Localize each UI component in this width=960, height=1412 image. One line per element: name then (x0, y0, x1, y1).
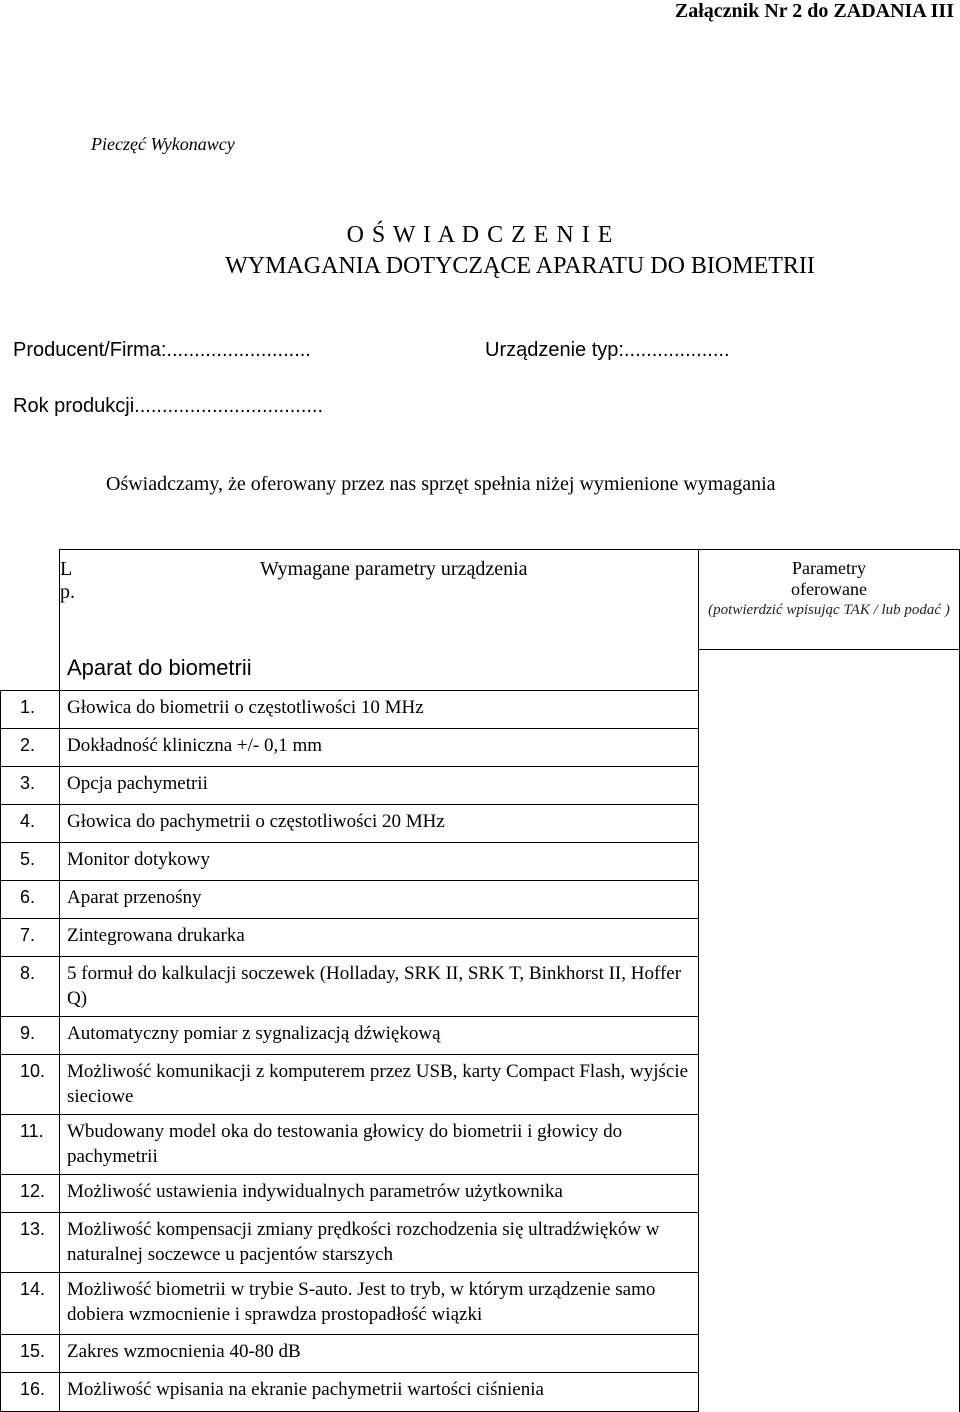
row-divider (0, 1372, 699, 1373)
row-divider (0, 918, 699, 919)
row-divider (0, 842, 699, 843)
section-heading: Aparat do biometrii (67, 655, 252, 680)
column-header-lp-line1: L (60, 558, 73, 580)
row-divider (0, 956, 699, 957)
row-offered-cell[interactable] (699, 691, 958, 728)
row-number: 5. (20, 849, 36, 869)
row-number: 1. (20, 697, 36, 717)
row-requirement: Możliwość kompensacji zmiany prędkości rozchodzenia się ultradźwięków w naturalnej soczewce u pacjentów starszych (67, 1219, 660, 1265)
row-offered-cell[interactable] (699, 1017, 958, 1054)
row-requirement: Możliwość wpisania na ekranie pachymetrii wartości ciśnienia (67, 1379, 544, 1400)
row-requirement: Możliwość ustawienia indywidualnych parametrów użytkownika (67, 1181, 563, 1202)
row-offered-cell[interactable] (699, 767, 958, 804)
row-offered-cell[interactable] (699, 1055, 958, 1114)
row-offered-cell[interactable] (699, 1373, 958, 1412)
column-header-offered (698, 558, 960, 620)
document-subtitle: WYMAGANIA DOTYCZĄCE APARATU DO BIOMETRII (225, 253, 815, 279)
column-header-required: Wymagane parametry urządzenia (260, 558, 528, 580)
row-number: 15. (20, 1341, 46, 1361)
row-divider (0, 1114, 699, 1115)
row-divider (0, 1272, 699, 1273)
row-divider (0, 880, 699, 881)
row-requirement: Aparat przenośny (67, 887, 202, 908)
row-number: 3. (20, 773, 36, 793)
row-number: 7. (20, 925, 36, 945)
row-offered-cell[interactable] (699, 919, 958, 956)
row-number: 13. (20, 1219, 46, 1239)
row-number: 10. (20, 1061, 46, 1081)
row-requirement: 5 formuł do kalkulacji soczewek (Holladay, SRK II, SRK T, Binkhorst II, Hoffer Q) (67, 963, 682, 1009)
row-requirement: Możliwość komunikacji z komputerem przez USB, karty Compact Flash, wyjście sieciowe (67, 1061, 689, 1107)
row-divider (0, 766, 699, 767)
producer-field[interactable]: Producent/Firma:.......................... (13, 339, 311, 361)
row-requirement: Głowica do biometrii o częstotliwości 10 MHz (67, 697, 424, 718)
header-offered-bottom (698, 649, 960, 650)
row-requirement: Zakres wzmocnienia 40-80 dB (67, 1341, 301, 1362)
row-requirement: Automatyczny pomiar z sygnalizacją dźwiękową (67, 1023, 441, 1044)
column-header-offered-line1: Parametry (792, 558, 866, 578)
statement-text: Oświadczamy, że oferowany przez nas sprzęt spełnia niżej wymienione wymagania (106, 473, 776, 495)
row-offered-cell[interactable] (699, 843, 958, 880)
row-divider (0, 1054, 699, 1055)
row-requirement: Wbudowany model oka do testowania głowicy do biometrii i głowicy do pachymetrii (67, 1121, 623, 1167)
row-requirement: Opcja pachymetrii (67, 773, 208, 794)
row-divider (0, 728, 699, 729)
row-number: 8. (20, 963, 36, 983)
document-title: O Ś W I A D C Z E N I E (346, 222, 614, 248)
attachment-header: Załącznik Nr 2 do ZADANIA III (674, 0, 954, 22)
column-header-offered-note: (potwierdzić wpisując TAK / lub podać ) (708, 602, 950, 618)
row-requirement: Zintegrowana drukarka (67, 925, 245, 946)
row-number: 2. (20, 735, 36, 755)
row-offered-cell[interactable] (699, 1115, 958, 1174)
row-divider (0, 1212, 699, 1213)
row-number: 12. (20, 1181, 46, 1201)
column-header-lp (60, 558, 75, 604)
row-offered-cell[interactable] (699, 805, 958, 842)
row-divider (0, 1334, 699, 1335)
production-year-field[interactable]: Rok produkcji.................................. (13, 395, 324, 417)
row-divider (0, 1174, 699, 1175)
row-number: 14. (20, 1279, 46, 1299)
row-requirement: Monitor dotykowy (67, 849, 211, 870)
row-divider (0, 804, 699, 805)
column-divider-lp (59, 549, 60, 1412)
row-number: 16. (20, 1379, 46, 1399)
column-header-lp-line2: p. (60, 581, 75, 603)
row-offered-cell[interactable] (699, 881, 958, 918)
row-requirement: Dokładność kliniczna +/- 0,1 mm (67, 735, 323, 756)
row-number: 11. (20, 1121, 44, 1141)
row-offered-cell[interactable] (699, 1273, 958, 1334)
row-number: 4. (20, 811, 36, 831)
row-offered-cell[interactable] (699, 1335, 958, 1372)
column-header-offered-line2: oferowane (791, 579, 867, 599)
row-requirement: Głowica do pachymetrii o częstotliwości 20 MHz (67, 811, 445, 832)
row-offered-cell[interactable] (699, 1175, 958, 1212)
contractor-stamp-label: Pieczęć Wykonawcy (91, 134, 235, 154)
row-number: 6. (20, 887, 36, 907)
table-top-border (59, 549, 960, 550)
row-offered-cell[interactable] (699, 1213, 958, 1272)
row-number: 9. (20, 1023, 36, 1043)
table-left-border (0, 690, 1, 1412)
device-type-field[interactable]: Urządzenie typ:................... (485, 339, 730, 361)
row-divider (0, 690, 699, 691)
row-requirement: Możliwość biometrii w trybie S-auto. Jest to tryb, w którym urządzenie samo dobiera wzmocnienie i sprawdza prostopadłość wiązki (67, 1279, 656, 1325)
row-offered-cell[interactable] (699, 957, 958, 1016)
row-offered-cell[interactable] (699, 729, 958, 766)
row-divider (0, 1016, 699, 1017)
